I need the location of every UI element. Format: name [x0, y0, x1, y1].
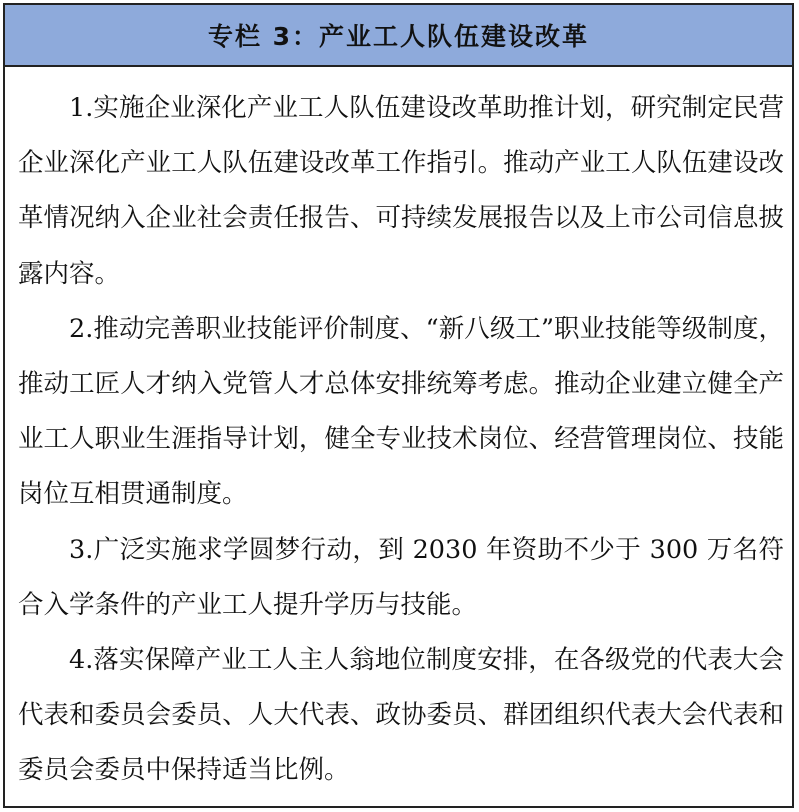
column-title: 专栏 3：产业工人队伍建设改革: [207, 22, 590, 51]
paragraph-1: 1.实施企业深化产业工人队伍建设改革助推计划，研究制定民营企业深化产业工人队伍建设改革工作指引。推动产业工人队伍建设改革情况纳入企业社会责任报告、可持续发展报告以及上市公司信息披露内容。: [18, 93, 784, 289]
column-body: [18, 81, 784, 799]
paragraph-2: 2.推动完善职业技能评价制度、“新八级工”职业技能等级制度，推动工匠人才纳入党管人才总体安排统筹考虑。推动企业建立健全产业工人职业生涯指导计划，健全专业技术岗位、经营管理岗位、技能岗位互相贯通制度。: [18, 313, 784, 510]
column-header: [5, 5, 792, 67]
column-box: [3, 3, 794, 808]
paragraph-3: 3.广泛实施求学圆梦行动，到 2030 年资助不少于 300 万名符合入学条件的产业工人提升学历与技能。: [18, 534, 784, 620]
paragraph-4: 4.落实保障产业工人主人翁地位制度安排，在各级党的代表大会代表和委员会委员、人大代表、政协委员、群团组织代表大会代表和委员会委员中保持适当比例。: [18, 645, 784, 786]
